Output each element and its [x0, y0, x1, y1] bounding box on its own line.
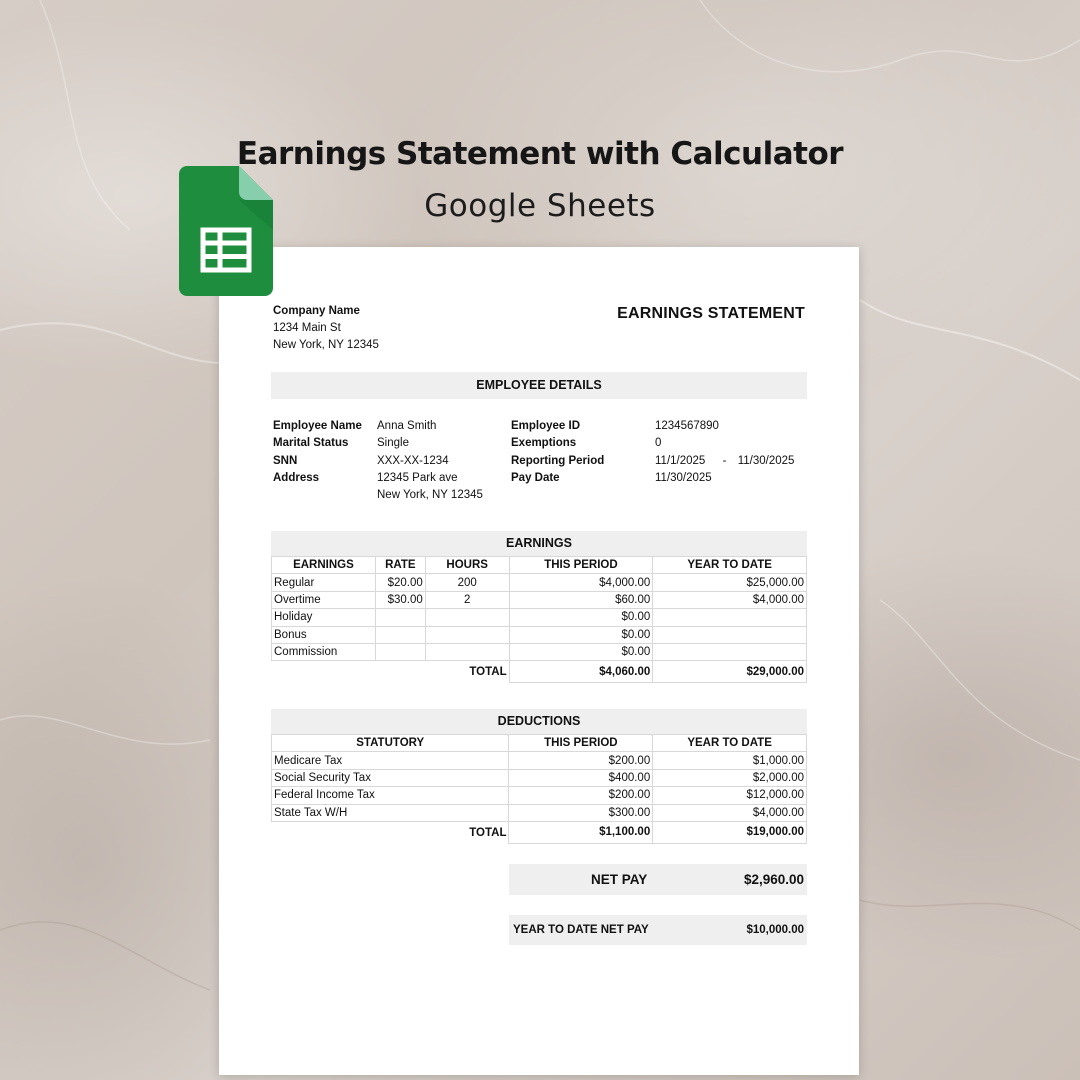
earnings-cell: [425, 643, 509, 660]
pay-date-label: Pay Date: [511, 471, 560, 484]
net-pay-label: NET PAY: [591, 872, 648, 887]
ytd-net-pay-label: YEAR TO DATE NET PAY: [513, 924, 649, 936]
earnings-cell: $60.00: [509, 591, 653, 608]
earnings-cell: $4,000.00: [653, 591, 807, 608]
deductions-cell: $1,000.00: [653, 752, 807, 769]
earnings-cell: Overtime: [272, 591, 376, 608]
deductions-cell: $200.00: [509, 752, 653, 769]
earnings-cell: $25,000.00: [653, 574, 807, 591]
address-line1: 12345 Park ave: [377, 471, 458, 484]
earnings-cell: [653, 643, 807, 660]
earnings-cell: $4,000.00: [509, 574, 653, 591]
deductions-col-header: THIS PERIOD: [509, 735, 653, 752]
earnings-cell: [425, 626, 509, 643]
earnings-cell: [375, 643, 425, 660]
deductions-cell: Medicare Tax: [272, 752, 509, 769]
earnings-cell: [375, 609, 425, 626]
ytd-net-pay-box: [509, 915, 807, 945]
deductions-cell: $2,000.00: [653, 769, 807, 786]
deductions-total-period: $1,100.00: [509, 821, 653, 843]
earnings-row: [272, 609, 807, 626]
ssn-label: SNN: [273, 454, 298, 467]
deductions-cell: $300.00: [509, 804, 653, 821]
earnings-col-header: HOURS: [425, 557, 509, 574]
ytd-net-pay-value: $10,000.00: [746, 924, 804, 936]
earnings-cell: Commission: [272, 643, 376, 660]
employee-values-left: [377, 418, 483, 504]
deductions-total-ytd: $19,000.00: [653, 821, 807, 843]
earnings-cell: [425, 609, 509, 626]
employee-values-right: [655, 418, 794, 487]
earnings-row: [272, 574, 807, 591]
earnings-cell: $0.00: [509, 609, 653, 626]
period-separator: -: [722, 454, 727, 467]
earnings-total-period: $4,060.00: [509, 661, 653, 683]
company-address-line1: 1234 Main St: [273, 322, 341, 334]
earnings-total-label: TOTAL: [469, 666, 507, 679]
deductions-row: [272, 804, 807, 821]
address-label: Address: [273, 471, 320, 484]
earnings-total-row: [272, 661, 807, 683]
exemptions-label: Exemptions: [511, 437, 577, 450]
employee-labels-left: [273, 418, 362, 487]
company-block: [273, 303, 379, 354]
earnings-cell: $0.00: [509, 626, 653, 643]
net-pay-box: [509, 864, 807, 895]
deductions-cell: $12,000.00: [653, 787, 807, 804]
earnings-col-header: YEAR TO DATE: [653, 557, 807, 574]
deductions-cell: $400.00: [509, 769, 653, 786]
company-address-line2: New York, NY 12345: [273, 339, 379, 351]
earnings-header: EARNINGS: [271, 531, 807, 556]
deductions-col-header: YEAR TO DATE: [653, 735, 807, 752]
earnings-row: [272, 626, 807, 643]
earnings-table-header: [272, 557, 807, 574]
earnings-cell: Bonus: [272, 626, 376, 643]
earnings-cell: Regular: [272, 574, 376, 591]
earnings-row: [272, 591, 807, 608]
reporting-period-label: Reporting Period: [511, 454, 605, 467]
address-line2: New York, NY 12345: [377, 489, 483, 502]
deductions-cell: $4,000.00: [653, 804, 807, 821]
earnings-cell: $0.00: [509, 643, 653, 660]
earnings-cell: 200: [425, 574, 509, 591]
earnings-row: [272, 643, 807, 660]
deductions-header: DEDUCTIONS: [271, 709, 807, 734]
reporting-period: [655, 453, 794, 470]
earnings-total-ytd: $29,000.00: [653, 661, 807, 683]
marital-status-label: Marital Status: [273, 437, 349, 450]
deductions-row: [272, 752, 807, 769]
ssn-value: XXX-XX-1234: [377, 454, 449, 467]
earnings-cell: $20.00: [375, 574, 425, 591]
page-subtitle: Google Sheets: [424, 188, 656, 224]
employee-details-header: EMPLOYEE DETAILS: [271, 372, 807, 399]
earnings-cell: [653, 626, 807, 643]
period-end: 11/30/2025: [737, 454, 795, 467]
employee-labels-right: [511, 418, 604, 487]
earnings-col-header: THIS PERIOD: [509, 557, 653, 574]
period-start: 11/1/2025: [655, 454, 706, 467]
earnings-col-header: EARNINGS: [272, 557, 376, 574]
deductions-cell: Social Security Tax: [272, 769, 509, 786]
deductions-cell: $200.00: [509, 787, 653, 804]
deductions-cell: Federal Income Tax: [272, 787, 509, 804]
pay-date: 11/30/2025: [655, 471, 712, 484]
deductions-row: [272, 769, 807, 786]
deductions-cell: State Tax W/H: [272, 804, 509, 821]
earnings-cell: $30.00: [375, 591, 425, 608]
deductions-total-label: TOTAL: [469, 826, 507, 839]
employee-name: Anna Smith: [377, 420, 437, 432]
page-title: Earnings Statement with Calculator: [236, 136, 844, 172]
deductions-table-header: [272, 735, 807, 752]
earnings-cell: [375, 626, 425, 643]
deductions-row: [272, 787, 807, 804]
deductions-col-header: STATUTORY: [272, 735, 509, 752]
net-pay-value: $2,960.00: [743, 872, 804, 887]
exemptions-value: 0: [655, 437, 662, 450]
employee-id: 1234567890: [655, 420, 719, 432]
earnings-cell: 2: [425, 591, 509, 608]
google-sheets-icon: [179, 166, 273, 296]
marital-status: Single: [377, 437, 409, 450]
deductions-table: [271, 734, 807, 844]
employee-id-label: Employee ID: [511, 420, 581, 432]
earnings-cell: Holiday: [272, 609, 376, 626]
employee-name-label: Employee Name: [273, 420, 362, 432]
company-name: Company Name: [273, 305, 360, 317]
statement-sheet: [219, 247, 859, 1075]
earnings-table: [271, 556, 807, 683]
earnings-cell: [653, 609, 807, 626]
earnings-col-header: RATE: [375, 557, 425, 574]
deductions-total-row: [272, 821, 807, 843]
statement-title: EARNINGS STATEMENT: [617, 305, 805, 322]
